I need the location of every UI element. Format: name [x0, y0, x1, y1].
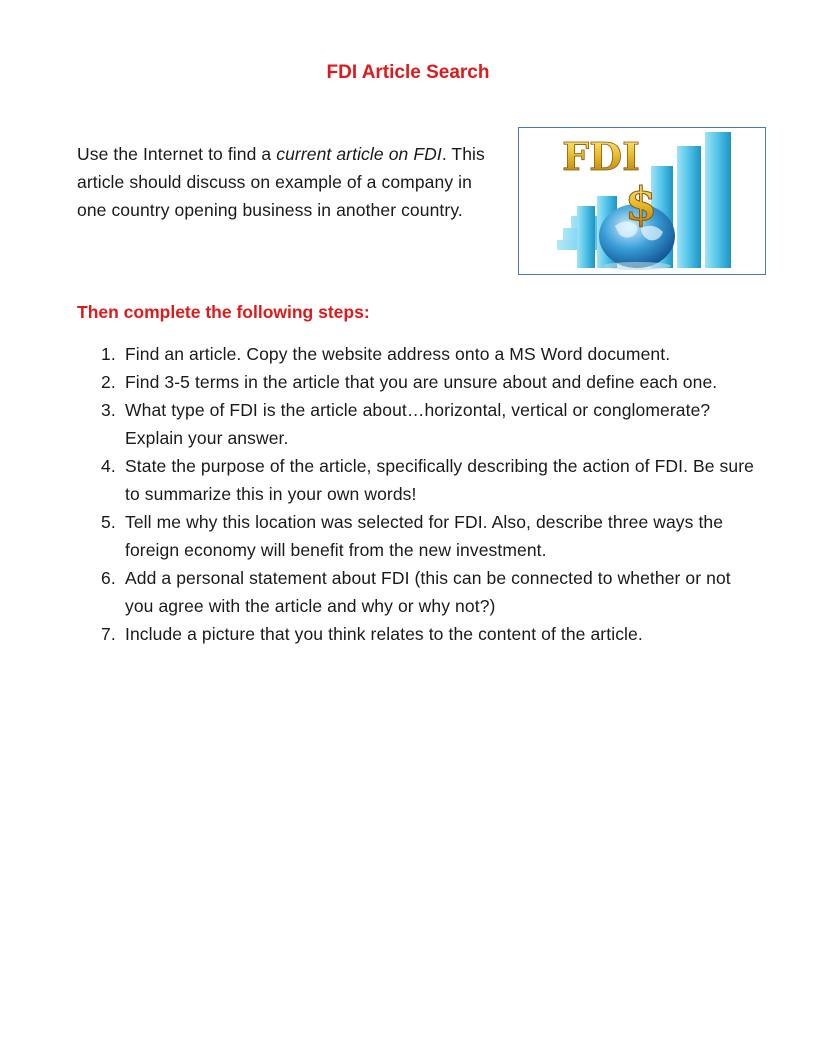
list-item [77, 452, 757, 508]
step-text: Add a personal statement about FDI (this can be connected to whether or not you agree with the article and why or why not?) [125, 568, 731, 616]
bar-chart-globe-icon [519, 128, 765, 274]
step-text: Tell me why this location was selected for FDI. Also, describe three ways the foreign economy will benefit from the new investment. [125, 512, 724, 560]
steps-heading: Then complete the following steps: [77, 302, 370, 322]
step-number: 2. [101, 372, 116, 392]
list-item [77, 340, 757, 368]
step-text: Include a picture that you think relates to the content of the article. [125, 624, 643, 644]
step-number: 1. [101, 344, 116, 364]
page-title: FDI Article Search [326, 62, 490, 83]
step-number: 3. [101, 400, 116, 420]
steps-list [77, 340, 757, 648]
step-number: 5. [101, 512, 116, 532]
intro-emphasis: current article on FDI [276, 144, 442, 164]
step-text: Find 3-5 terms in the article that you are unsure about and define each one. [125, 372, 718, 392]
step-number: 7. [101, 624, 116, 644]
list-item [77, 368, 757, 396]
step-text: Find an article. Copy the website address onto a MS Word document. [125, 344, 671, 364]
fdi-image [518, 127, 766, 275]
intro-text-start: Use the Internet to find a [77, 144, 277, 164]
list-item [77, 620, 757, 648]
list-item [77, 508, 757, 564]
step-number: 4. [101, 456, 116, 476]
intro-text-end: . This article should discuss on example of a company in one country opening business in another country. [77, 144, 485, 220]
list-item [77, 564, 757, 620]
fdi-logo-text: FDI [562, 134, 640, 179]
intro-paragraph [77, 140, 502, 224]
dollar-sign: $ [624, 177, 658, 231]
step-text: State the purpose of the article, specifically describing the action of FDI. Be sure to summarize this in your own words! [125, 456, 754, 504]
list-item [77, 396, 757, 452]
step-text: What type of FDI is the article about…horizontal, vertical or conglomerate? Explain your answer. [125, 400, 711, 448]
step-number: 6. [101, 568, 116, 588]
